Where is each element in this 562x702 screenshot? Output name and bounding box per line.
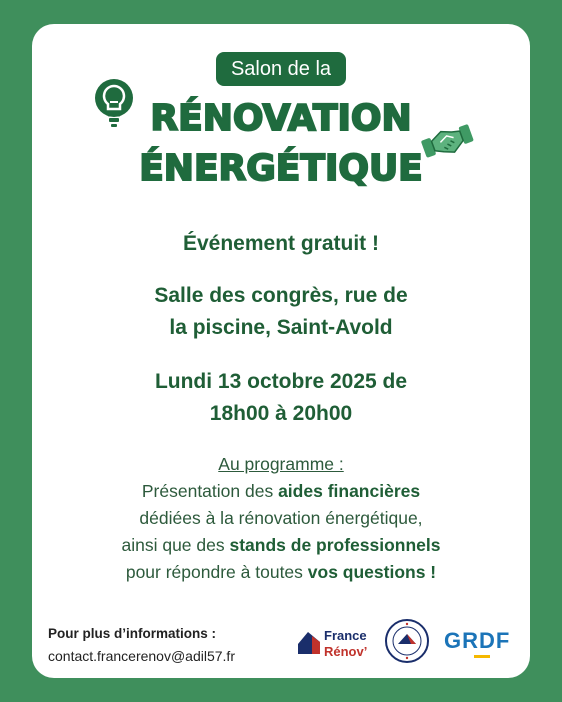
program-line-1-a: Présentation des: [141, 481, 279, 501]
info-heading: Pour plus d’informations :: [48, 626, 216, 641]
free-event-text: Événement gratuit !: [182, 232, 380, 255]
title-line-1: RÉNOVATION: [150, 98, 412, 139]
grdf-accent-bar: [474, 655, 490, 658]
contact-email[interactable]: contact.francerenov@adil57.fr: [48, 648, 235, 664]
title-line-2: ÉNERGÉTIQUE: [139, 148, 423, 189]
france-renov-label-1: France: [324, 628, 367, 643]
france-renov-label-2: Rénov’: [324, 644, 368, 659]
program-line-4: [32, 559, 530, 586]
program-line-1: [32, 478, 530, 505]
program-line-3: [32, 532, 530, 559]
program-line-2: dédiées à la rénovation énergétique,: [139, 508, 423, 528]
handshake-icon: [420, 116, 474, 164]
date-line-2: 18h00 à 20h00: [209, 402, 353, 425]
seal-logo-icon: [384, 618, 430, 664]
salon-pill: Salon de la: [216, 52, 346, 86]
program-line-3-b: stands de professionnels: [229, 535, 441, 555]
program-heading: Au programme :: [218, 454, 344, 474]
program-line-4-b: vos questions !: [307, 562, 437, 582]
location-line-1: Salle des congrès, rue de: [154, 284, 408, 307]
location-line-2: la piscine, Saint-Avold: [169, 316, 393, 339]
flyer-card: [32, 24, 530, 678]
program-line-1-b: aides financières: [278, 481, 421, 501]
program-line-3-a: ainsi que des: [121, 535, 230, 555]
date-line-1: Lundi 13 octobre 2025 de: [154, 370, 408, 393]
grdf-logo: GRDF: [444, 628, 511, 653]
program-line-4-a: pour répondre à toutes: [125, 562, 308, 582]
